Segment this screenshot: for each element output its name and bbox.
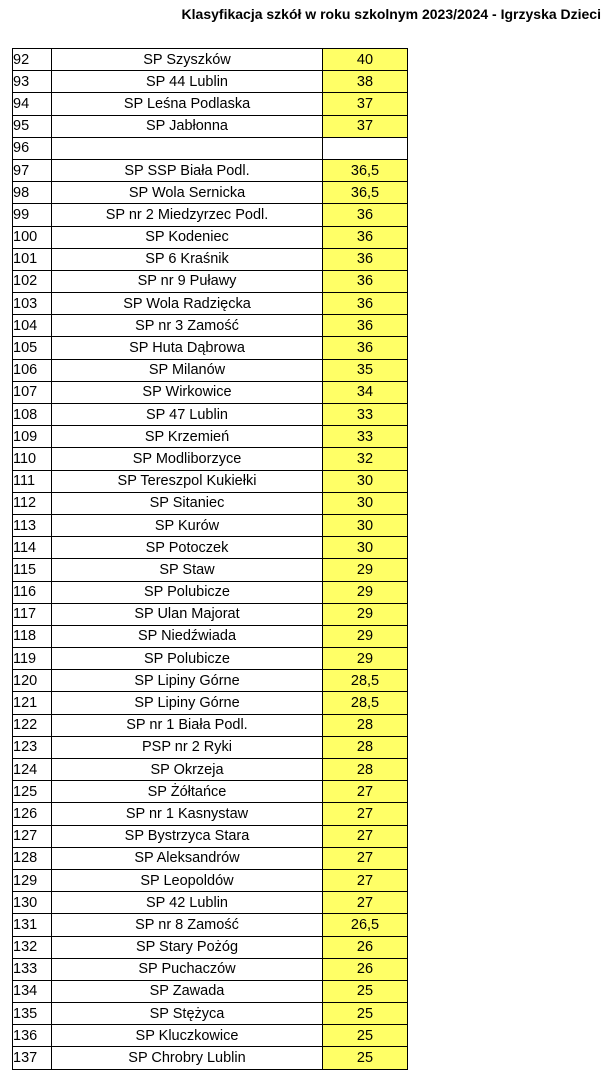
school-name-cell: SP Lipiny Górne	[52, 692, 323, 714]
school-name-cell: SP Stary Pożóg	[52, 936, 323, 958]
ranking-table-body	[13, 49, 408, 1070]
school-name-cell: SP nr 1 Kasnystaw	[52, 803, 323, 825]
table-row	[13, 759, 408, 781]
rank-cell: 116	[13, 581, 52, 603]
school-name-cell: SP Okrzeja	[52, 759, 323, 781]
score-cell: 27	[323, 869, 408, 891]
table-row	[13, 426, 408, 448]
rank-cell: 131	[13, 914, 52, 936]
school-name-cell: SP Bystrzyca Stara	[52, 825, 323, 847]
school-name-cell: SP Chrobry Lublin	[52, 1047, 323, 1069]
table-row	[13, 248, 408, 270]
rank-cell: 95	[13, 115, 52, 137]
school-name-cell: SP Wola Sernicka	[52, 182, 323, 204]
score-cell: 36,5	[323, 182, 408, 204]
school-name-cell: SP 42 Lublin	[52, 892, 323, 914]
school-name-cell: SP Milanów	[52, 359, 323, 381]
school-name-cell: SP nr 9 Puławy	[52, 270, 323, 292]
score-cell: 36	[323, 293, 408, 315]
table-row	[13, 537, 408, 559]
rank-cell: 108	[13, 404, 52, 426]
score-cell	[323, 137, 408, 159]
ranking-table	[12, 48, 408, 1070]
rank-cell: 118	[13, 625, 52, 647]
score-cell: 27	[323, 781, 408, 803]
rank-cell: 112	[13, 492, 52, 514]
rank-cell: 136	[13, 1025, 52, 1047]
score-cell: 26,5	[323, 914, 408, 936]
school-name-cell: SP Leśna Podlaska	[52, 93, 323, 115]
school-name-cell: SP Zawada	[52, 980, 323, 1002]
table-row	[13, 914, 408, 936]
rank-cell: 130	[13, 892, 52, 914]
school-name-cell: SP Sitaniec	[52, 492, 323, 514]
score-cell: 28	[323, 714, 408, 736]
rank-cell: 110	[13, 448, 52, 470]
school-name-cell: SP Lipiny Górne	[52, 670, 323, 692]
table-row	[13, 381, 408, 403]
school-name-cell: SP Niedźwiada	[52, 625, 323, 647]
rank-cell: 113	[13, 514, 52, 536]
school-name-cell: SP Kurów	[52, 514, 323, 536]
rank-cell: 96	[13, 137, 52, 159]
table-row	[13, 315, 408, 337]
table-row	[13, 49, 408, 71]
rank-cell: 100	[13, 226, 52, 248]
school-name-cell: SP 47 Lublin	[52, 404, 323, 426]
rank-cell: 104	[13, 315, 52, 337]
table-row	[13, 470, 408, 492]
school-name-cell: SP Puchaczów	[52, 958, 323, 980]
table-row	[13, 514, 408, 536]
table-row	[13, 159, 408, 181]
table-row	[13, 293, 408, 315]
table-row	[13, 648, 408, 670]
table-row	[13, 958, 408, 980]
table-row	[13, 670, 408, 692]
score-cell: 36	[323, 270, 408, 292]
table-row	[13, 559, 408, 581]
school-name-cell: SP Jabłonna	[52, 115, 323, 137]
score-cell: 25	[323, 1047, 408, 1069]
table-row	[13, 869, 408, 891]
rank-cell: 120	[13, 670, 52, 692]
table-row	[13, 226, 408, 248]
score-cell: 26	[323, 958, 408, 980]
score-cell: 30	[323, 492, 408, 514]
score-cell: 28	[323, 759, 408, 781]
school-name-cell: SP 6 Kraśnik	[52, 248, 323, 270]
score-cell: 36	[323, 248, 408, 270]
table-row	[13, 337, 408, 359]
school-name-cell: SP 44 Lublin	[52, 71, 323, 93]
table-row	[13, 115, 408, 137]
table-row	[13, 936, 408, 958]
score-cell: 30	[323, 537, 408, 559]
score-cell: 36	[323, 226, 408, 248]
score-cell: 30	[323, 470, 408, 492]
table-row	[13, 1025, 408, 1047]
table-row	[13, 492, 408, 514]
score-cell: 29	[323, 581, 408, 603]
score-cell: 29	[323, 603, 408, 625]
table-row	[13, 404, 408, 426]
school-name-cell: SP Staw	[52, 559, 323, 581]
rank-cell: 134	[13, 980, 52, 1002]
score-cell: 27	[323, 847, 408, 869]
rank-cell: 123	[13, 736, 52, 758]
table-row	[13, 692, 408, 714]
score-cell: 36	[323, 204, 408, 226]
rank-cell: 99	[13, 204, 52, 226]
school-name-cell: SP Polubicze	[52, 648, 323, 670]
rank-cell: 109	[13, 426, 52, 448]
rank-cell: 103	[13, 293, 52, 315]
rank-cell: 97	[13, 159, 52, 181]
score-cell: 25	[323, 980, 408, 1002]
score-cell: 36	[323, 315, 408, 337]
rank-cell: 133	[13, 958, 52, 980]
score-cell: 25	[323, 1003, 408, 1025]
rank-cell: 132	[13, 936, 52, 958]
rank-cell: 125	[13, 781, 52, 803]
score-cell: 33	[323, 404, 408, 426]
school-name-cell: SP Kodeniec	[52, 226, 323, 248]
table-row	[13, 781, 408, 803]
table-row	[13, 736, 408, 758]
table-row	[13, 1047, 408, 1069]
table-row	[13, 270, 408, 292]
rank-cell: 137	[13, 1047, 52, 1069]
rank-cell: 126	[13, 803, 52, 825]
rank-cell: 114	[13, 537, 52, 559]
score-cell: 28,5	[323, 670, 408, 692]
rank-cell: 129	[13, 869, 52, 891]
school-name-cell: SP Żółtańce	[52, 781, 323, 803]
school-name-cell: SP Potoczek	[52, 537, 323, 559]
school-name-cell: SP Tereszpol Kukiełki	[52, 470, 323, 492]
school-name-cell: SP Leopoldów	[52, 869, 323, 891]
school-name-cell: SP nr 3 Zamość	[52, 315, 323, 337]
table-row	[13, 204, 408, 226]
rank-cell: 92	[13, 49, 52, 71]
rank-cell: 102	[13, 270, 52, 292]
rank-cell: 119	[13, 648, 52, 670]
table-row	[13, 71, 408, 93]
table-row	[13, 980, 408, 1002]
score-cell: 37	[323, 93, 408, 115]
table-row	[13, 892, 408, 914]
rank-cell: 135	[13, 1003, 52, 1025]
rank-cell: 127	[13, 825, 52, 847]
school-name-cell: SP nr 8 Zamość	[52, 914, 323, 936]
table-row	[13, 359, 408, 381]
school-name-cell: SP nr 2 Miedzyrzec Podl.	[52, 204, 323, 226]
score-cell: 28	[323, 736, 408, 758]
table-row	[13, 581, 408, 603]
score-cell: 35	[323, 359, 408, 381]
school-name-cell: SP Huta Dąbrowa	[52, 337, 323, 359]
school-name-cell: SP Kluczkowice	[52, 1025, 323, 1047]
table-row	[13, 93, 408, 115]
table-row	[13, 847, 408, 869]
score-cell: 38	[323, 71, 408, 93]
rank-cell: 111	[13, 470, 52, 492]
table-row	[13, 1003, 408, 1025]
score-cell: 28,5	[323, 692, 408, 714]
score-cell: 37	[323, 115, 408, 137]
school-name-cell	[52, 137, 323, 159]
score-cell: 29	[323, 625, 408, 647]
page-title: Klasyfikacja szkół w roku szkolnym 2023/2024 - Igrzyska Dzieci	[181, 6, 601, 22]
score-cell: 27	[323, 803, 408, 825]
score-cell: 36	[323, 337, 408, 359]
score-cell: 25	[323, 1025, 408, 1047]
score-cell: 34	[323, 381, 408, 403]
table-row	[13, 603, 408, 625]
table-row	[13, 803, 408, 825]
rank-cell: 115	[13, 559, 52, 581]
school-name-cell: SP nr 1 Biała Podl.	[52, 714, 323, 736]
table-row	[13, 714, 408, 736]
rank-cell: 94	[13, 93, 52, 115]
score-cell: 33	[323, 426, 408, 448]
rank-cell: 121	[13, 692, 52, 714]
score-cell: 29	[323, 648, 408, 670]
score-cell: 29	[323, 559, 408, 581]
school-name-cell: PSP nr 2 Ryki	[52, 736, 323, 758]
school-name-cell: SP Stężyca	[52, 1003, 323, 1025]
school-name-cell: SP Wola Radzięcka	[52, 293, 323, 315]
school-name-cell: SP Wirkowice	[52, 381, 323, 403]
score-cell: 27	[323, 892, 408, 914]
table-row	[13, 625, 408, 647]
rank-cell: 107	[13, 381, 52, 403]
table-row	[13, 137, 408, 159]
school-name-cell: SP Aleksandrów	[52, 847, 323, 869]
rank-cell: 98	[13, 182, 52, 204]
rank-cell: 122	[13, 714, 52, 736]
score-cell: 40	[323, 49, 408, 71]
score-cell: 32	[323, 448, 408, 470]
table-row	[13, 448, 408, 470]
table-row	[13, 825, 408, 847]
score-cell: 36,5	[323, 159, 408, 181]
rank-cell: 93	[13, 71, 52, 93]
school-name-cell: SP Ulan Majorat	[52, 603, 323, 625]
school-name-cell: SP Modliborzyce	[52, 448, 323, 470]
table-row	[13, 182, 408, 204]
rank-cell: 106	[13, 359, 52, 381]
score-cell: 26	[323, 936, 408, 958]
school-name-cell: SP SSP Biała Podl.	[52, 159, 323, 181]
rank-cell: 117	[13, 603, 52, 625]
rank-cell: 128	[13, 847, 52, 869]
score-cell: 27	[323, 825, 408, 847]
school-name-cell: SP Krzemień	[52, 426, 323, 448]
school-name-cell: SP Szyszków	[52, 49, 323, 71]
rank-cell: 101	[13, 248, 52, 270]
school-name-cell: SP Polubicze	[52, 581, 323, 603]
score-cell: 30	[323, 514, 408, 536]
rank-cell: 105	[13, 337, 52, 359]
rank-cell: 124	[13, 759, 52, 781]
